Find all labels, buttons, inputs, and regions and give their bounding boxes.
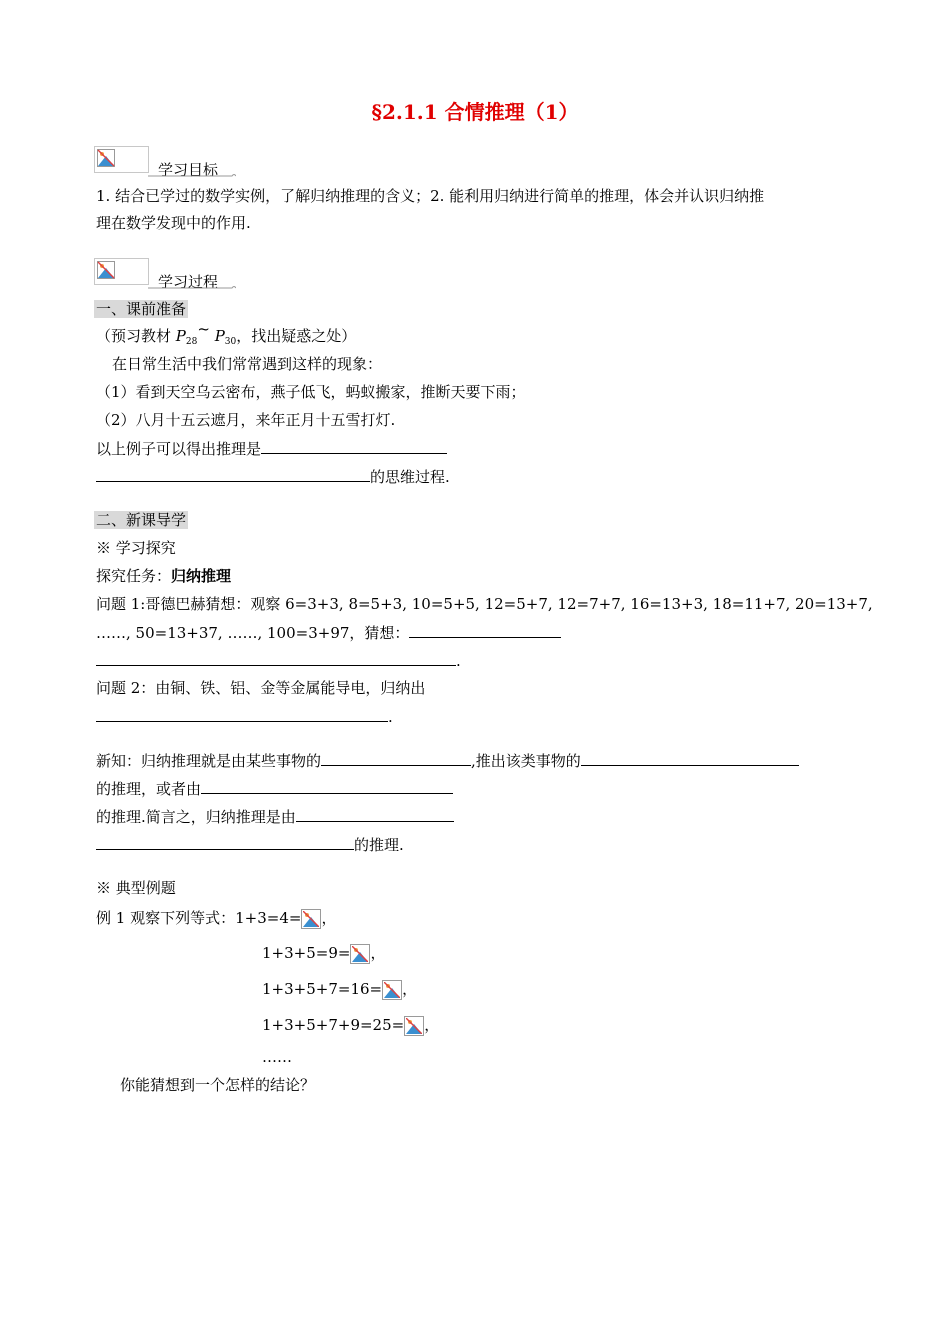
- fill-blank[interactable]: [96, 834, 354, 850]
- explore-task: 探究任务：归纳推理: [96, 567, 232, 585]
- new-knowledge-line-3: 的推理.简言之，归纳推理是由: [96, 806, 454, 827]
- fill-blank[interactable]: [96, 466, 370, 482]
- preview-instruction: （预习教材 $P_{28}\sim$ $P_{30}$，找出疑惑之处）: [96, 320, 357, 347]
- fill-blank[interactable]: [201, 778, 453, 794]
- broken-image-icon: [404, 1016, 424, 1036]
- example-1-ellipsis: ……: [262, 1048, 292, 1066]
- explore-heading: ※ 学习探究: [96, 539, 176, 557]
- fill-blank[interactable]: [261, 438, 447, 454]
- new-lesson-heading: 二、新课导学: [96, 511, 187, 529]
- section-label-goals: 学习目标: [158, 161, 219, 179]
- section-image-placeholder: [94, 258, 149, 285]
- goals-line-1: 1. 结合已学过的数学实例，了解归纳推理的含义；2. 能利用归纳进行简单的推理，体会并认识归纳推: [96, 187, 765, 205]
- fill-blank[interactable]: [96, 650, 456, 666]
- broken-image-icon: [97, 261, 115, 279]
- new-knowledge-line-4: 的推理.: [96, 834, 404, 855]
- broken-image-icon: [382, 980, 402, 1000]
- prep-item-2: （2）八月十五云遮月，来年正月十五雪打灯.: [96, 411, 396, 429]
- goals-line-2: 理在数学发现中的作用.: [96, 214, 251, 232]
- section-underline: [148, 172, 236, 178]
- question-1-line-1: 问题 1:哥德巴赫猜想：观察 6=3+3, 8=5+3, 10=5+5, 12=5+7, 12=7+7, 16=13+3, 18=11+7, 20=13+7,: [96, 595, 873, 613]
- broken-image-icon: [350, 944, 370, 964]
- section-label-process: 学习过程: [158, 273, 219, 291]
- prep-heading: 一、课前准备: [96, 300, 187, 318]
- section-underline: [148, 284, 236, 290]
- section-image-placeholder: [94, 146, 149, 173]
- broken-image-icon: [97, 149, 115, 167]
- example-1-line-2: 1+3+5=9= ，: [262, 944, 386, 962]
- question-2-line-1: 问题 2：由铜、铁、铝、金等金属能导电，归纳出: [96, 679, 426, 697]
- fill-blank[interactable]: [581, 750, 799, 766]
- examples-heading: ※ 典型例题: [96, 879, 176, 897]
- prep-conclusion-line-1: 以上例子可以得出推理是: [96, 438, 447, 459]
- new-knowledge-line-1: 新知：归纳推理就是由某些事物的 ,推出该类事物的: [96, 750, 799, 771]
- fill-blank[interactable]: [96, 706, 388, 722]
- example-1-line-3: 1+3+5+7=16= ，: [262, 980, 418, 998]
- fill-blank[interactable]: [321, 750, 471, 766]
- fill-blank[interactable]: [296, 806, 454, 822]
- prep-item-1: （1）看到天空乌云密布，燕子低飞，蚂蚁搬家，推断天要下雨；: [96, 383, 526, 401]
- broken-image-icon: [301, 909, 321, 929]
- new-knowledge-line-2: 的推理，或者由: [96, 778, 453, 799]
- example-1-line-1: 例 1 观察下列等式：1+3=4= ，: [96, 909, 337, 927]
- page-title: §2.1.1 合情推理（1）: [371, 100, 579, 124]
- prep-conclusion-line-2: 的思维过程.: [96, 466, 450, 487]
- example-1-line-4: 1+3+5+7+9=25= ，: [262, 1016, 440, 1034]
- question-2-line-2: .: [96, 706, 393, 727]
- prep-intro: 在日常生活中我们常常遇到这样的现象：: [112, 355, 383, 373]
- question-1-line-2: ……, 50=13+37, ……, 100=3+97，猜想：: [96, 622, 561, 643]
- example-1-question: 你能猜想到一个怎样的结论？: [120, 1076, 316, 1094]
- fill-blank[interactable]: [409, 622, 561, 638]
- question-1-line-3: .: [96, 650, 461, 671]
